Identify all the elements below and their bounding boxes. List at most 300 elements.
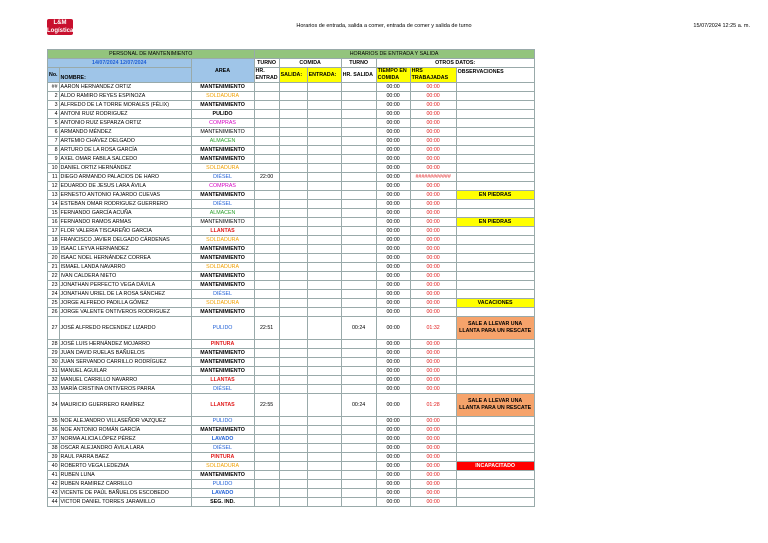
tiempo-comida: 00:00 xyxy=(376,263,410,272)
table-row xyxy=(48,191,535,200)
salida-time xyxy=(279,498,307,507)
observaciones-cell xyxy=(456,498,534,507)
regreso-time xyxy=(307,218,341,227)
tiempo-comida: 00:00 xyxy=(376,83,410,92)
row-number: 43 xyxy=(48,489,60,498)
salida-time xyxy=(279,453,307,462)
row-number: 20 xyxy=(48,254,60,263)
area-cell: LLANTAS xyxy=(191,227,254,236)
salida-time xyxy=(279,426,307,435)
table-row xyxy=(48,367,535,376)
regreso-time xyxy=(307,272,341,281)
tiempo-comida: 00:00 xyxy=(376,385,410,394)
observaciones-cell xyxy=(456,155,534,164)
table-row xyxy=(48,128,535,137)
row-number: 24 xyxy=(48,290,60,299)
regreso-time xyxy=(307,471,341,480)
regreso-time xyxy=(307,367,341,376)
tiempo-comida: 00:00 xyxy=(376,462,410,471)
hr-salida-time: 00:24 xyxy=(341,317,376,340)
area-cell: SOLDADURA xyxy=(191,263,254,272)
employee-name: MAURICIO GUERRERO RAMÍREZ xyxy=(59,394,191,417)
hrs-trabajadas: 00:00 xyxy=(410,358,456,367)
hr-salida-time xyxy=(341,254,376,263)
table-row xyxy=(48,92,535,101)
table-row xyxy=(48,101,535,110)
row-number: 29 xyxy=(48,349,60,358)
entrada-time xyxy=(254,137,279,146)
hr-salida-time xyxy=(341,146,376,155)
hrs-trabajadas: 00:00 xyxy=(410,340,456,349)
employee-name: DANIEL ORTIZ HERNÁNDEZ xyxy=(59,164,191,173)
area-cell: MANTENIMIENTO xyxy=(191,358,254,367)
area-cell: DIÉSEL xyxy=(191,444,254,453)
observaciones-cell xyxy=(456,182,534,191)
hr-label: HR. xyxy=(255,68,265,74)
table-row xyxy=(48,164,535,173)
observaciones-cell xyxy=(456,385,534,394)
row-number: 3 xyxy=(48,101,60,110)
tiempo-comida: 00:00 xyxy=(376,349,410,358)
row-number: 39 xyxy=(48,453,60,462)
entrada-time xyxy=(254,164,279,173)
trabajadas-label: TRABAJADAS xyxy=(411,75,449,81)
row-number: ## xyxy=(48,83,60,92)
hrs-trabajadas: 00:00 xyxy=(410,146,456,155)
hrs-trabajadas: 00:00 xyxy=(410,92,456,101)
table-row xyxy=(48,498,535,507)
table-row xyxy=(48,119,535,128)
hrs-trabajadas: 00:00 xyxy=(410,290,456,299)
regreso-time xyxy=(307,444,341,453)
employee-name: JUAN SERVANDO CARRILLO RODRÍGUEZ xyxy=(59,358,191,367)
entrada-time xyxy=(254,498,279,507)
table-row xyxy=(48,263,535,272)
entrada-time xyxy=(254,92,279,101)
otros-datos-header: OTROS DATOS: xyxy=(376,59,534,68)
area-cell: DIÉSEL xyxy=(191,200,254,209)
tiempo-comida: 00:00 xyxy=(376,453,410,462)
hrs-trabajadas: 00:00 xyxy=(410,101,456,110)
regreso-time xyxy=(307,263,341,272)
employee-name: JUAN DAVID RUELAS BAÑUELOS xyxy=(59,349,191,358)
hrs-trabajadas: 00:00 xyxy=(410,209,456,218)
area-cell: LAVADO xyxy=(191,435,254,444)
employee-name: IVAN CALDERA NIETO xyxy=(59,272,191,281)
salida-time xyxy=(279,227,307,236)
tiempo-comida: 00:00 xyxy=(376,92,410,101)
area-cell: DIÉSEL xyxy=(191,290,254,299)
salida-time xyxy=(279,92,307,101)
regreso-time xyxy=(307,128,341,137)
employee-name: ARTEMIO CHÁVEZ DELGADO xyxy=(59,137,191,146)
area-cell: SOLDADURA xyxy=(191,462,254,471)
observaciones-cell xyxy=(456,417,534,426)
hr-salida-time xyxy=(341,290,376,299)
regreso-time xyxy=(307,173,341,182)
hr-salida-time xyxy=(341,182,376,191)
regreso-time xyxy=(307,480,341,489)
observaciones-cell xyxy=(456,444,534,453)
entrada-time: 22:55 xyxy=(254,394,279,417)
table-row xyxy=(48,290,535,299)
salida-time xyxy=(279,83,307,92)
salida-time xyxy=(279,417,307,426)
hr-salida-time xyxy=(341,164,376,173)
hr-salida-time xyxy=(341,453,376,462)
row-number: 34 xyxy=(48,394,60,417)
salida-time xyxy=(279,308,307,317)
hr-salida-time xyxy=(341,471,376,480)
table-row xyxy=(48,444,535,453)
table-row xyxy=(48,349,535,358)
employee-name: ROBERTO VEGA LEDEZMA xyxy=(59,462,191,471)
tiempo-label: TIEMPO EN xyxy=(377,68,407,74)
tiempo-comida: 00:00 xyxy=(376,254,410,263)
employee-name: RAUL PARRA BAEZ xyxy=(59,453,191,462)
observaciones-cell xyxy=(456,209,534,218)
regreso-time xyxy=(307,155,341,164)
no-header: No. xyxy=(48,68,60,83)
regreso-time xyxy=(307,317,341,340)
salida-time xyxy=(279,128,307,137)
regreso-time xyxy=(307,245,341,254)
tiempo-comida: 00:00 xyxy=(376,471,410,480)
table-row xyxy=(48,245,535,254)
area-cell: LLANTAS xyxy=(191,376,254,385)
area-cell: PULIDO xyxy=(191,317,254,340)
row-number: 27 xyxy=(48,317,60,340)
hrs-trabajadas: 00:00 xyxy=(410,498,456,507)
table-row xyxy=(48,317,535,340)
hrs-trabajadas: ############ xyxy=(410,173,456,182)
hrs-trabajadas: 00:00 xyxy=(410,385,456,394)
observaciones-cell xyxy=(456,227,534,236)
tiempo-comida: 00:00 xyxy=(376,480,410,489)
hrs-trabajadas: 00:00 xyxy=(410,308,456,317)
observaciones-cell xyxy=(456,367,534,376)
entrada-time xyxy=(254,83,279,92)
area-cell: MANTENIMIENTO xyxy=(191,83,254,92)
regreso-time xyxy=(307,290,341,299)
hrs-trabajadas: 01:28 xyxy=(410,394,456,417)
observaciones-cell xyxy=(456,164,534,173)
observaciones-cell: EN PIEDRAS xyxy=(456,191,534,200)
hr-salida-time xyxy=(341,101,376,110)
tiempo-comida: 00:00 xyxy=(376,376,410,385)
entrada-time xyxy=(254,281,279,290)
entrada-time xyxy=(254,308,279,317)
salida-time xyxy=(279,209,307,218)
entrada-time xyxy=(254,417,279,426)
salida-time xyxy=(279,376,307,385)
employee-name: AARON HERNANDEZ ORTIZ xyxy=(59,83,191,92)
table-row xyxy=(48,376,535,385)
tiempo-comida: 00:00 xyxy=(376,137,410,146)
observaciones-cell xyxy=(456,173,534,182)
table-row xyxy=(48,471,535,480)
hr-salida-time xyxy=(341,236,376,245)
salida-time xyxy=(279,137,307,146)
area-cell: MANTENIMIENTO xyxy=(191,101,254,110)
hr-salida-time xyxy=(341,498,376,507)
tiempo-comida: 00:00 xyxy=(376,426,410,435)
observaciones-cell xyxy=(456,426,534,435)
employee-name: JORGE VALENTE ONTIVEROS RODRIGUEZ xyxy=(59,308,191,317)
salida-time xyxy=(279,317,307,340)
employee-name: VICTOR DANIEL TORRES JARAMILLO xyxy=(59,498,191,507)
area-cell: SOLDADURA xyxy=(191,92,254,101)
tiempo-comida: 00:00 xyxy=(376,101,410,110)
area-cell: PINTURA xyxy=(191,340,254,349)
employee-name: MARÍA CRISTINA ONTIVEROS PARRA xyxy=(59,385,191,394)
area-cell: PULIDO xyxy=(191,417,254,426)
observaciones-cell xyxy=(456,110,534,119)
observaciones-cell xyxy=(456,340,534,349)
hr-salida-time xyxy=(341,83,376,92)
row-number: 15 xyxy=(48,209,60,218)
employee-name: ISAAC LEYVA HERNANDEZ xyxy=(59,245,191,254)
observaciones-header: OBSERVACIONES xyxy=(456,68,534,83)
hr-salida-time xyxy=(341,218,376,227)
row-number: 33 xyxy=(48,385,60,394)
area-cell: DIÉSEL xyxy=(191,385,254,394)
row-number: 40 xyxy=(48,462,60,471)
salida-time xyxy=(279,155,307,164)
salida-time xyxy=(279,480,307,489)
employee-name: JOSÉ LUIS HERNÁNDEZ MOJARRO xyxy=(59,340,191,349)
entrada-time xyxy=(254,299,279,308)
employee-name: NOE ALEJANDRO VILLASEÑOR VAZQUEZ xyxy=(59,417,191,426)
hrs-trabajadas: 00:00 xyxy=(410,417,456,426)
row-number: 22 xyxy=(48,272,60,281)
area-cell: MANTENIMIENTO xyxy=(191,254,254,263)
table-row xyxy=(48,209,535,218)
employee-name: OSCAR ALEJANDRO ÁVILA LARA xyxy=(59,444,191,453)
entrada-time xyxy=(254,209,279,218)
hr-salida-time xyxy=(341,191,376,200)
row-number: 6 xyxy=(48,128,60,137)
area-cell: DIÉSEL xyxy=(191,173,254,182)
table-row xyxy=(48,358,535,367)
tiempo-comida: 00:00 xyxy=(376,281,410,290)
regreso-time xyxy=(307,281,341,290)
entrada-time xyxy=(254,101,279,110)
row-number: 37 xyxy=(48,435,60,444)
regreso-time xyxy=(307,137,341,146)
table-row xyxy=(48,426,535,435)
salida-time xyxy=(279,340,307,349)
salida-time xyxy=(279,236,307,245)
row-number: 18 xyxy=(48,236,60,245)
observaciones-cell xyxy=(456,245,534,254)
hrs-trabajadas: 00:00 xyxy=(410,272,456,281)
regreso-time xyxy=(307,349,341,358)
table-row xyxy=(48,254,535,263)
area-cell: MANTENIMIENTO xyxy=(191,426,254,435)
salida-time xyxy=(279,385,307,394)
hr-salida-time xyxy=(341,435,376,444)
area-cell: ALMACEN xyxy=(191,209,254,218)
hrs-trabajadas: 00:00 xyxy=(410,245,456,254)
regreso-time xyxy=(307,417,341,426)
hr-entrada-header xyxy=(254,68,279,83)
entrada-time xyxy=(254,444,279,453)
row-number: 14 xyxy=(48,200,60,209)
table-row xyxy=(48,281,535,290)
hrs-trabajadas: 00:00 xyxy=(410,236,456,245)
area-cell: PULIDO xyxy=(191,480,254,489)
table-row xyxy=(48,394,535,417)
area-cell: COMPRAS xyxy=(191,119,254,128)
row-number: 17 xyxy=(48,227,60,236)
tiempo-comida: 00:00 xyxy=(376,173,410,182)
salida-time xyxy=(279,263,307,272)
tiempo-comida: 00:00 xyxy=(376,209,410,218)
area-cell: PINTURA xyxy=(191,453,254,462)
row-number: 11 xyxy=(48,173,60,182)
table-row xyxy=(48,435,535,444)
entrada-time xyxy=(254,110,279,119)
salida-time xyxy=(279,358,307,367)
table-row xyxy=(48,218,535,227)
logo-line2: Logística xyxy=(47,28,74,34)
tiempo-comida: 00:00 xyxy=(376,245,410,254)
regreso-time xyxy=(307,435,341,444)
regreso-time xyxy=(307,200,341,209)
hrs-trabajadas: 00:00 xyxy=(410,426,456,435)
observaciones-cell xyxy=(456,146,534,155)
table-row xyxy=(48,236,535,245)
table-row xyxy=(48,462,535,471)
salida-time xyxy=(279,471,307,480)
hr-salida-time xyxy=(341,340,376,349)
employee-name: JOSÉ ALFREDO RECENDEZ LIZARDO xyxy=(59,317,191,340)
row-number: 2 xyxy=(48,92,60,101)
hrs-trabajadas: 00:00 xyxy=(410,218,456,227)
hr-salida-time xyxy=(341,385,376,394)
entrada-time xyxy=(254,236,279,245)
entrada-time xyxy=(254,453,279,462)
tiempo-comida: 00:00 xyxy=(376,367,410,376)
turno-header: TURNO xyxy=(254,59,279,68)
salida-time xyxy=(279,119,307,128)
area-cell: COMPRAS xyxy=(191,182,254,191)
turno2-header: TURNO xyxy=(341,59,376,68)
entrada-time xyxy=(254,367,279,376)
area-cell: MANTENIMIENTO xyxy=(191,128,254,137)
hrs-trabajadas: 00:00 xyxy=(410,299,456,308)
observaciones-cell xyxy=(456,254,534,263)
area-cell: LAVADO xyxy=(191,489,254,498)
employee-name: MANUEL CARRILLO NAVARRO xyxy=(59,376,191,385)
hrs-trabajadas-header xyxy=(410,68,456,83)
hr-salida-time xyxy=(341,173,376,182)
observaciones-cell xyxy=(456,92,534,101)
hrs-trabajadas: 00:00 xyxy=(410,227,456,236)
employee-name: ALFREDO DE LA TORRE MORALES (FÉLIX) xyxy=(59,101,191,110)
hr-salida-time xyxy=(341,119,376,128)
hr-salida-time xyxy=(341,200,376,209)
employee-name: FERNANDO RAMOS ARMAS xyxy=(59,218,191,227)
salida-time xyxy=(279,173,307,182)
row-number: 32 xyxy=(48,376,60,385)
salida-time xyxy=(279,182,307,191)
hr-salida-time xyxy=(341,245,376,254)
table-row xyxy=(48,83,535,92)
entrada-time xyxy=(254,263,279,272)
comida-header: COMIDA xyxy=(279,59,341,68)
entrada-time xyxy=(254,358,279,367)
horarios-header: HORARIOS DE ENTRADA Y SALIDA xyxy=(254,50,534,59)
tiempo-comida: 00:00 xyxy=(376,340,410,349)
entrada-time xyxy=(254,119,279,128)
employee-name: FLOR VALERIA TISCAREÑO GARCIA xyxy=(59,227,191,236)
table-row xyxy=(48,308,535,317)
hr-salida-time xyxy=(341,358,376,367)
observaciones-cell xyxy=(456,83,534,92)
observaciones-cell xyxy=(456,435,534,444)
row-number: 16 xyxy=(48,218,60,227)
row-number: 35 xyxy=(48,417,60,426)
table-row xyxy=(48,137,535,146)
area-cell: MANTENIMIENTO xyxy=(191,471,254,480)
employee-name: NORMA ALICIA LÓPEZ PÉREZ xyxy=(59,435,191,444)
table-row xyxy=(48,173,535,182)
regreso-time xyxy=(307,191,341,200)
observaciones-cell: SALE A LLEVAR UNA LLANTA PARA UN RESCATE xyxy=(456,317,534,340)
hrs-trabajadas: 00:00 xyxy=(410,367,456,376)
entrada-time xyxy=(254,340,279,349)
nombre-header xyxy=(59,68,191,83)
dates-header: 14/07/2024 12/07/2024 xyxy=(48,59,192,68)
entrada-time xyxy=(254,349,279,358)
employee-name: FRANCISCO JAVIER DELGADO CÁRDENAS xyxy=(59,236,191,245)
employee-name: MANUEL AGUILAR xyxy=(59,367,191,376)
regreso-time xyxy=(307,358,341,367)
document-title: Horarios de entrada, salida a comer, entrada de comer y salida de turno xyxy=(296,23,472,29)
tiempo-comida: 00:00 xyxy=(376,110,410,119)
entrada-time xyxy=(254,435,279,444)
row-number: 31 xyxy=(48,367,60,376)
hr-salida-time xyxy=(341,128,376,137)
regreso-time xyxy=(307,498,341,507)
hr-salida-time xyxy=(341,272,376,281)
row-number: 10 xyxy=(48,164,60,173)
employee-name: RUBEN LUNA xyxy=(59,471,191,480)
entrada-time xyxy=(254,290,279,299)
row-number: 5 xyxy=(48,119,60,128)
area-cell: MANTENIMIENTO xyxy=(191,367,254,376)
employee-name: VICENTE DE PAÚL BAÑUELOS ESCOBEDO xyxy=(59,489,191,498)
hr-salida-time: 00:24 xyxy=(341,394,376,417)
row-number: 8 xyxy=(48,146,60,155)
table-row xyxy=(48,110,535,119)
entrada-time: 22:51 xyxy=(254,317,279,340)
tiempo-comida: 00:00 xyxy=(376,394,410,417)
observaciones-cell: EN PIEDRAS xyxy=(456,218,534,227)
area-cell: MANTENIMIENTO xyxy=(191,349,254,358)
print-date: 15/07/2024 12:25 a. m. xyxy=(693,23,750,29)
row-number: 28 xyxy=(48,340,60,349)
table-row xyxy=(48,385,535,394)
regreso-time xyxy=(307,236,341,245)
salida-time xyxy=(279,191,307,200)
regreso-time xyxy=(307,209,341,218)
entrada-time xyxy=(254,155,279,164)
entrada-time xyxy=(254,245,279,254)
tiempo-comida: 00:00 xyxy=(376,489,410,498)
